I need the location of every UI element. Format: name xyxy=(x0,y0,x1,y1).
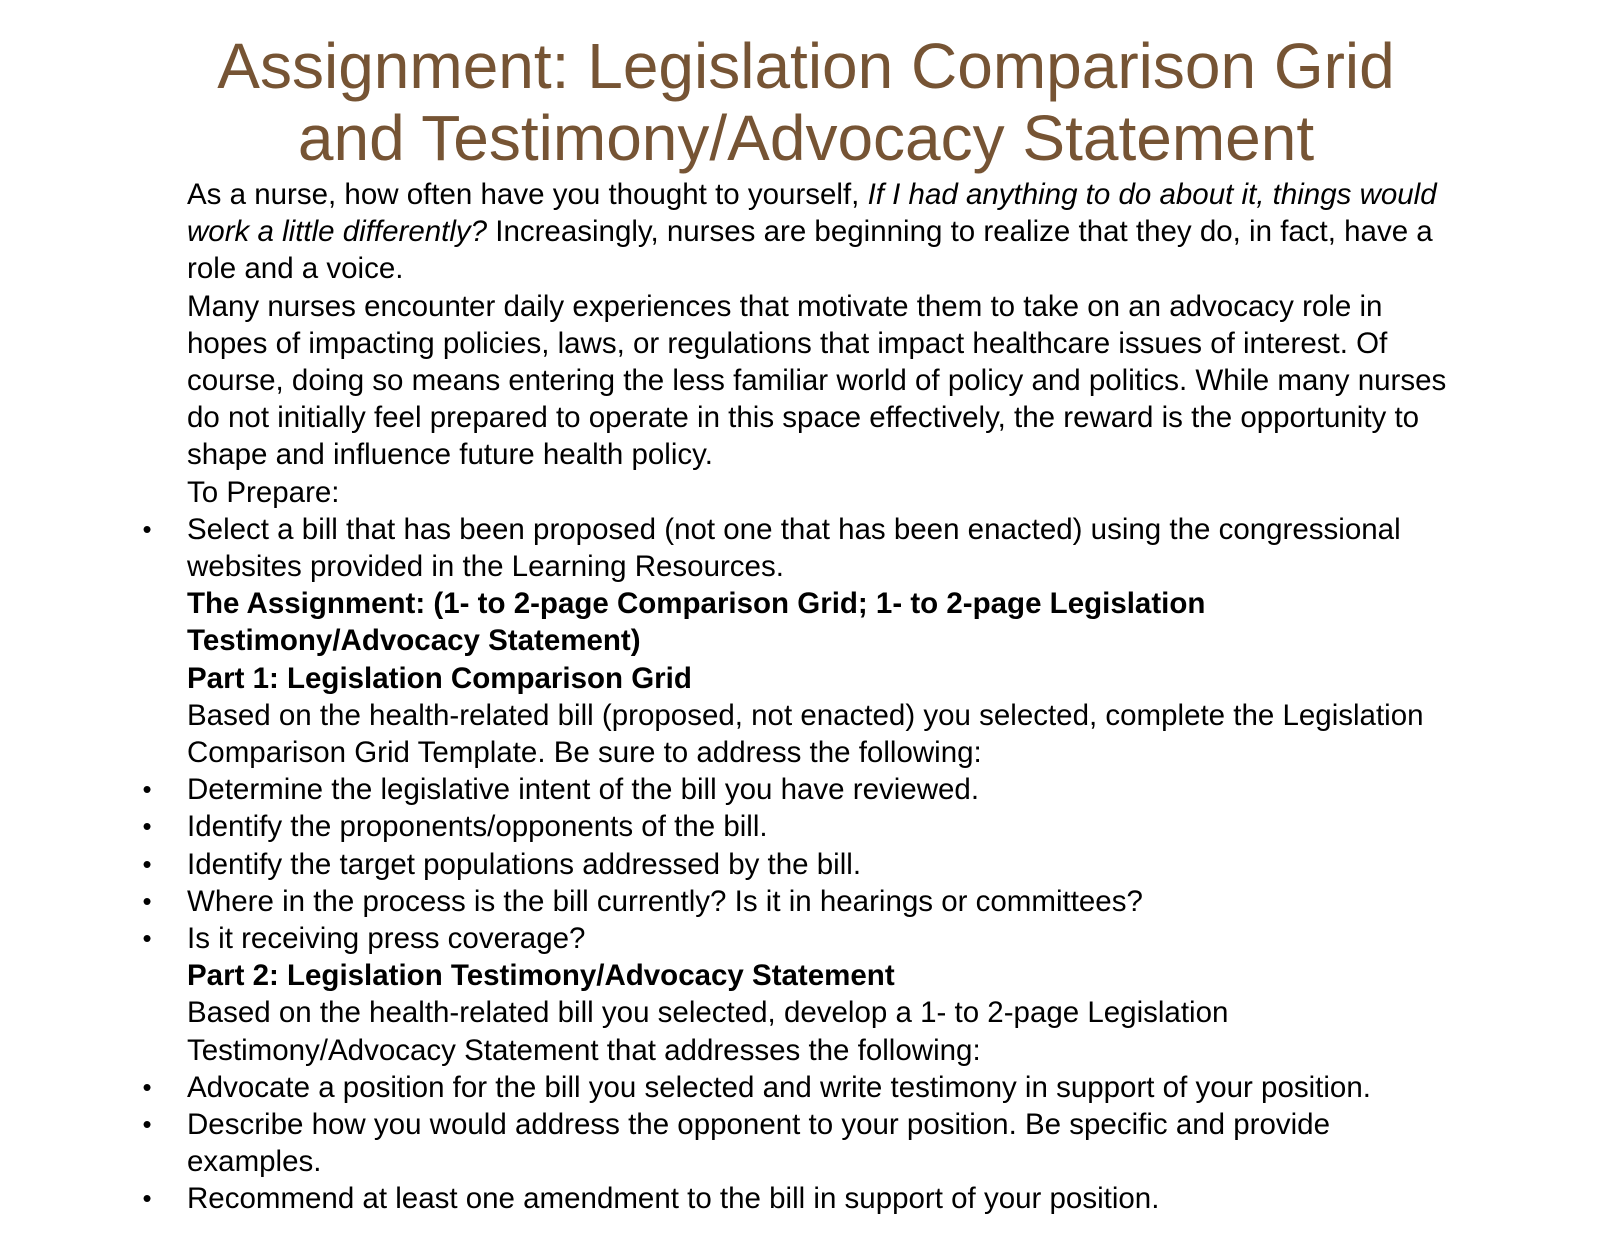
bullet-icon: • xyxy=(142,923,152,954)
list-item-text: Where in the process is the bill currently? Is it in hearings or committees? xyxy=(187,884,1143,918)
list-item-text: Advocate a position for the bill you selected and write testimony in support of your position. xyxy=(187,1070,1371,1104)
list-item xyxy=(142,1069,1457,1106)
intro-paragraph xyxy=(187,176,1457,288)
prepare-list xyxy=(142,511,1457,585)
document-title xyxy=(0,30,1612,174)
part1-heading: Part 1: Legislation Comparison Grid xyxy=(187,661,692,695)
list-item-text: Identify the proponents/opponents of the bill. xyxy=(187,810,768,844)
intro-text-start: As a nurse, how often have you thought to yourself, xyxy=(187,178,868,211)
title-line-2: and Testimony/Advocacy Statement xyxy=(297,102,1315,174)
assignment-heading: The Assignment: (1- to 2-page Comparison Grid; 1- to 2-page Legislation Testimony/Advocacy Statement) xyxy=(187,587,1206,658)
list-item xyxy=(142,511,1457,585)
intro-text-end: Increasingly, nurses are beginning to realize that they do, in fact, have a role and a voice. xyxy=(187,215,1433,286)
bullet-icon: • xyxy=(142,1071,152,1102)
list-item-text: Select a bill that has been proposed (not one that has been enacted) using the congressional websites provided in the Learning Resources. xyxy=(187,512,1401,584)
document-body xyxy=(142,176,1457,1218)
list-item xyxy=(142,920,1457,957)
context-paragraph: Many nurses encounter daily experiences that motivate them to take on an advocacy role in hopes of impacting policies, laws, or regulations that impact healthcare issues of interest. Of course, doing so means entering the less familiar world of policy and politics. While many nurses do not initially feel prepared to operate in this space effectively, the reward is the opportunity to shape and influence future health policy. xyxy=(187,289,1447,472)
part1-list xyxy=(142,771,1457,957)
bullet-icon: • xyxy=(142,848,152,879)
title-line-1: Assignment: Legislation Comparison Grid xyxy=(217,30,1395,102)
list-item xyxy=(142,846,1457,883)
list-item xyxy=(142,1180,1457,1217)
to-prepare-label: To Prepare: xyxy=(187,475,340,509)
bullet-icon: • xyxy=(142,774,152,805)
list-item xyxy=(142,808,1457,845)
intro-italic-quote: If I had anything to do about it, things would work a little differently? xyxy=(187,178,1437,249)
part1-intro: Based on the health-related bill (proposed, not enacted) you selected, complete the Legislation Comparison Grid Template. Be sure to address the following: xyxy=(187,698,1424,770)
list-item-text: Describe how you would address the opponent to your position. Be specific and provide examples. xyxy=(187,1108,1330,1179)
list-item-text: Recommend at least one amendment to the bill in support of your position. xyxy=(187,1182,1160,1216)
bullet-icon: • xyxy=(142,513,152,544)
list-item-text: Is it receiving press coverage? xyxy=(187,922,586,956)
bullet-icon: • xyxy=(142,1109,152,1140)
list-item xyxy=(142,1106,1457,1180)
part2-intro: Based on the health-related bill you selected, develop a 1- to 2-page Legislation Testimony/Advocacy Statement that addresses the following: xyxy=(187,996,1229,1067)
bullet-icon: • xyxy=(142,1183,152,1214)
bullet-icon: • xyxy=(142,885,152,916)
list-item xyxy=(142,771,1457,808)
part2-heading: Part 2: Legislation Testimony/Advocacy Statement xyxy=(187,959,895,993)
list-item-text: Determine the legislative intent of the bill you have reviewed. xyxy=(187,773,980,807)
bullet-icon: • xyxy=(142,811,152,842)
list-item xyxy=(142,883,1457,920)
part2-list xyxy=(142,1069,1457,1218)
list-item-text: Identify the target populations addressed by the bill. xyxy=(187,847,862,881)
